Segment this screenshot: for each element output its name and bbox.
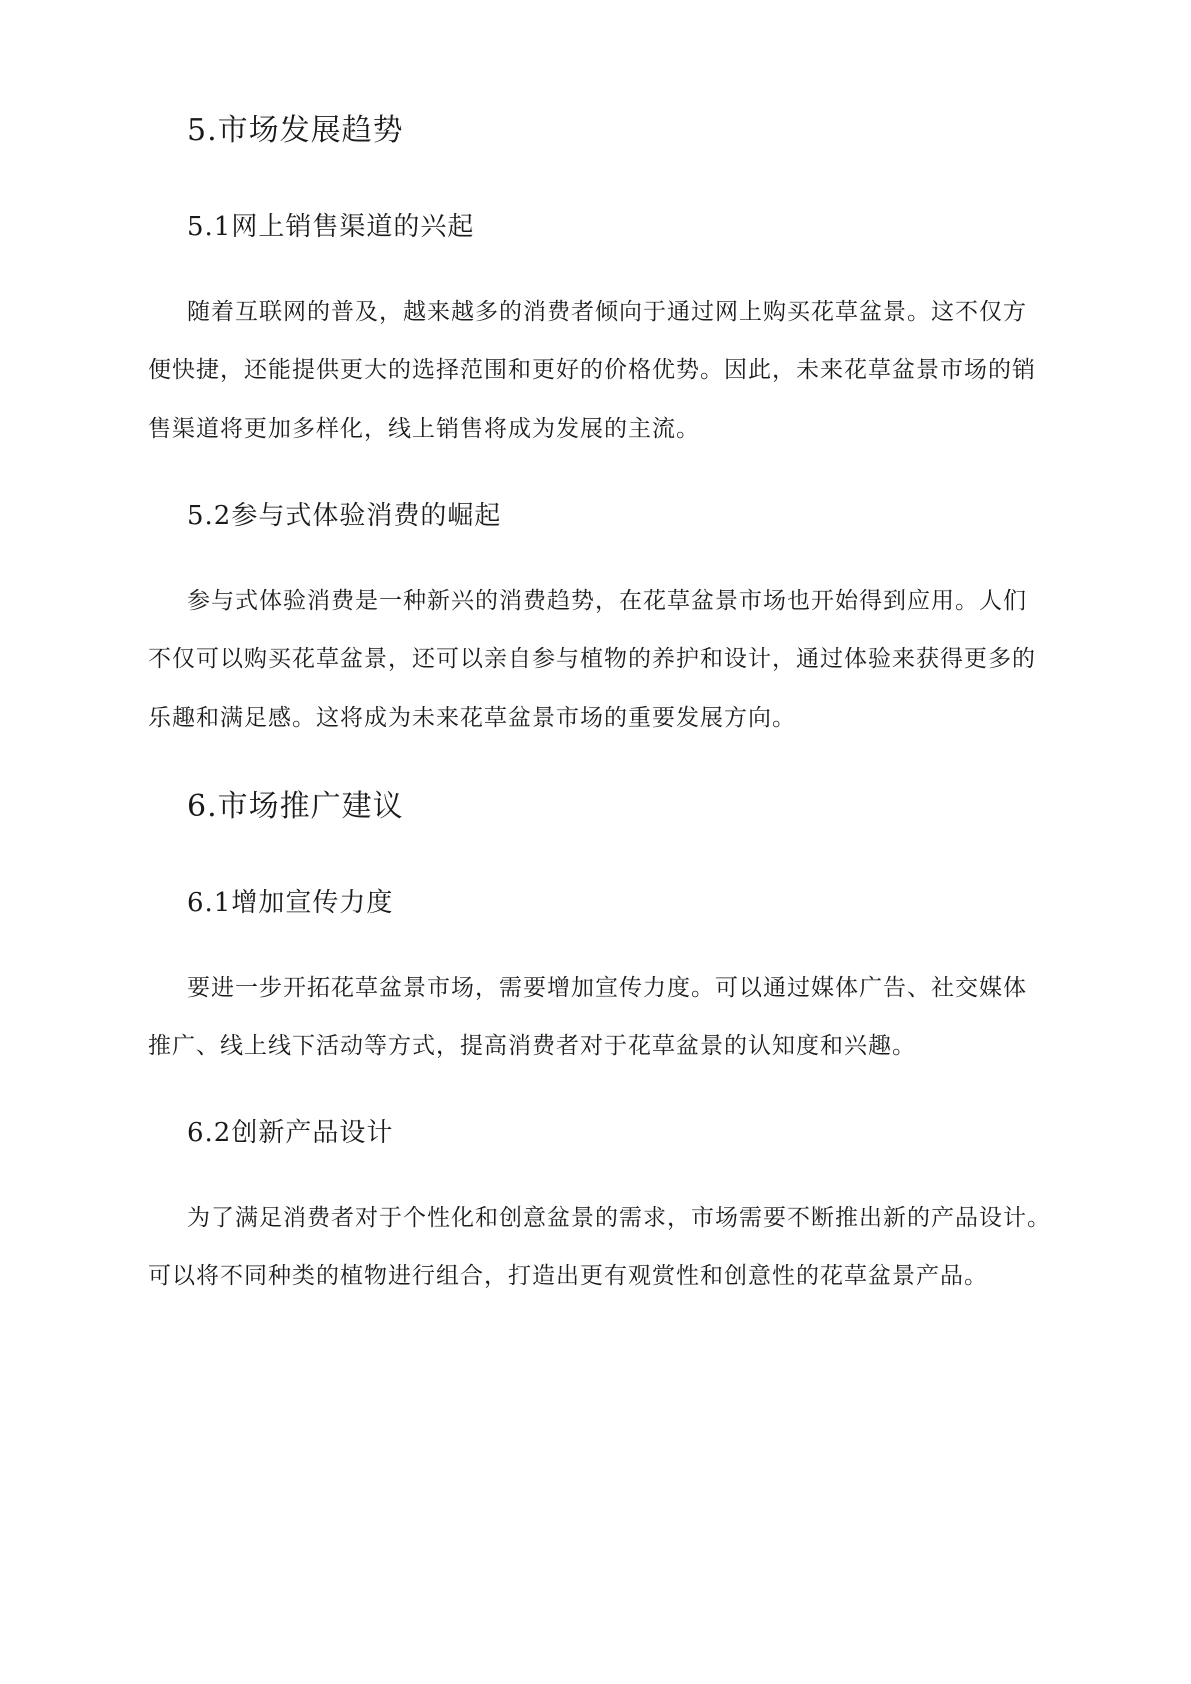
paragraph-line: 乐趣和满足感。这将成为未来花草盆景市场的重要发展方向。	[148, 705, 796, 731]
paragraph-line: 可以将不同种类的植物进行组合，打造出更有观赏性和创意性的花草盆景产品。	[148, 1263, 988, 1289]
paragraph-line: 推广、线上线下活动等方式，提高消费者对于花草盆景的认知度和兴趣。	[148, 1033, 916, 1059]
subsection-heading: 6.1增加宣传力度	[187, 888, 394, 918]
paragraph-line: 为了满足消费者对于个性化和创意盆景的需求，市场需要不断推出新的产品设计。	[187, 1205, 1051, 1231]
subsection-heading: 5.1网上销售渠道的兴起	[187, 212, 475, 242]
section-heading: 5.市场发展趋势	[187, 113, 404, 148]
paragraph-line: 要进一步开拓花草盆景市场，需要增加宣传力度。可以通过媒体广告、社交媒体	[187, 975, 1027, 1001]
paragraph-line: 便快捷，还能提供更大的选择范围和更好的价格优势。因此，未来花草盆景市场的销	[148, 357, 1036, 383]
paragraph-line: 随着互联网的普及，越来越多的消费者倾向于通过网上购买花草盆景。这不仅方	[187, 299, 1027, 325]
subsection-heading: 6.2创新产品设计	[187, 1118, 394, 1148]
section-heading: 6.市场推广建议	[187, 789, 404, 824]
paragraph-line: 售渠道将更加多样化，线上销售将成为发展的主流。	[148, 416, 700, 442]
paragraph-line: 不仅可以购买花草盆景，还可以亲自参与植物的养护和设计，通过体验来获得更多的	[148, 646, 1036, 672]
subsection-heading: 5.2参与式体验消费的崛起	[187, 501, 502, 531]
paragraph-line: 参与式体验消费是一种新兴的消费趋势，在花草盆景市场也开始得到应用。人们	[187, 588, 1027, 614]
